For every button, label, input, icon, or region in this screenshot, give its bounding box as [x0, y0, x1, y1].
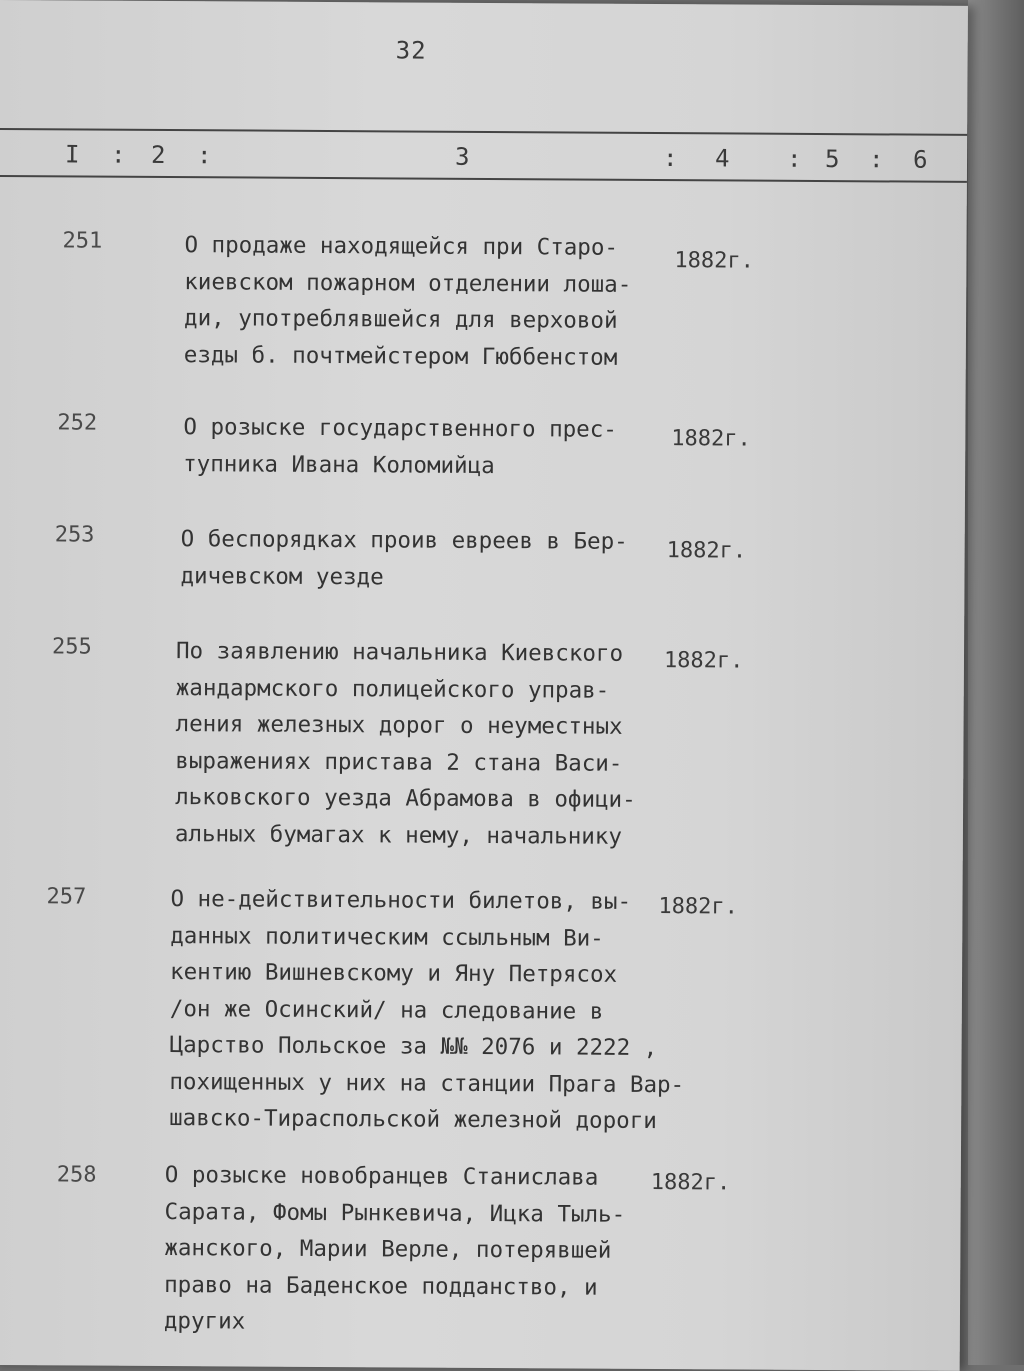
list-item [0, 632, 964, 850]
entry-number: 252 [57, 410, 98, 436]
column-header-sep: : [196, 141, 212, 170]
column-header-sep: : [110, 140, 126, 169]
entry-description: О розыске государственного прес- тупника Ивана Коломийца [183, 414, 617, 479]
column-header-sep: : [868, 145, 884, 174]
entry-year: 1882г. [663, 648, 744, 674]
header-rule-bottom [0, 175, 967, 183]
entry-description: О розыске новобранцев Станислава Сарата, Фомы Рынкевича, Ицка Тыль- жанского, Марии Верле, потерявшей право на Баденское подданство, и других [163, 1162, 626, 1335]
column-header-3: 3 [454, 142, 470, 171]
entry-number: 257 [46, 884, 87, 910]
list-item [0, 226, 967, 371]
entry-year: 1882г. [674, 248, 754, 274]
entry-year: 1882г. [650, 1169, 731, 1196]
header-rule-top [0, 128, 967, 136]
column-header-6: 6 [912, 145, 928, 174]
list-item [0, 1156, 961, 1335]
column-header-sep: : [786, 144, 802, 173]
entry-description: О беспорядках проив евреев в Бер- дичевском уезде [180, 526, 628, 590]
entry-number: 255 [51, 634, 92, 660]
entry-description: О не-действительности билетов, вы- данных политическим ссыльным Ви- кентию Вишневскому и Яну Петрясох /он же Осинский/ на следование в Царство Польское за №№ 2076 и 2222 , похищенных у них на станции Прага Вар- шавско-Тираспольской железной дороги [169, 886, 685, 1135]
list-item [0, 880, 963, 1135]
page-edge-shadow [968, 0, 1024, 1365]
column-header-5: 5 [824, 145, 840, 174]
column-header-row [0, 140, 967, 176]
list-item [0, 520, 965, 590]
entry-year: 1882г. [658, 894, 739, 920]
entry-number: 251 [62, 228, 103, 254]
entry-number: 253 [54, 522, 95, 548]
column-header-1: I [64, 140, 80, 169]
page-number: 32 [395, 36, 427, 65]
entry-year: 1882г. [671, 426, 751, 452]
entry-number: 258 [56, 1162, 97, 1188]
list-item [0, 408, 965, 479]
entry-description: По заявлению начальника Киевского жандармского полицейского управ- ления железных дорог о неуместных выражениях пристава 2 стана Васи- льковского уезда Абрамова в офици- альных бумагах к нему, начальнику [174, 638, 636, 850]
column-header-2: 2 [150, 140, 166, 170]
entry-year: 1882г. [666, 538, 747, 564]
column-header-4: 4 [714, 144, 730, 173]
entry-description: О продаже находящейся при Старо- киевском пожарном отделении лоша- ди, употреблявшейся для верховой езды б. почтмейстером Гюббенстом [183, 232, 632, 371]
column-header-sep: : [662, 144, 678, 173]
